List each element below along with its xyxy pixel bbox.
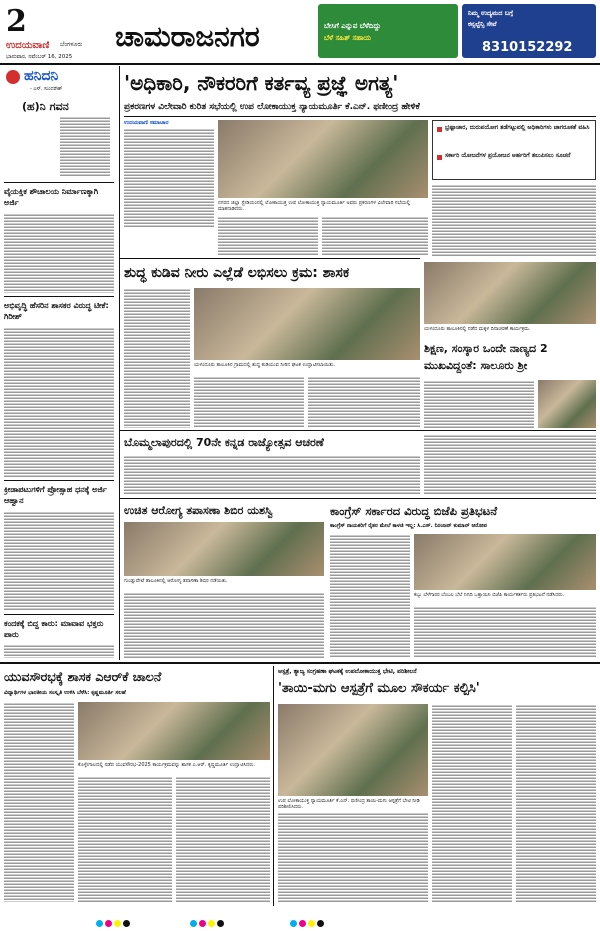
fifth-photo-caption: ಗುಂಡ್ಲುಪೇಟೆ ತಾಲೂಕಿನಲ್ಲಿ ಆರೋಗ್ಯ ತಪಾಸಣಾ ಶಿಬಿರ ನಡೆಯಿತು. bbox=[124, 578, 228, 584]
lead-photo bbox=[218, 120, 428, 198]
city-small: ಬೆಂಗಳೂರು bbox=[60, 41, 83, 48]
poem-body bbox=[60, 116, 110, 176]
yellow-dot-icon bbox=[114, 920, 121, 927]
left-divider-3 bbox=[4, 480, 114, 481]
cyan-dot-icon bbox=[96, 920, 103, 927]
second-photo bbox=[194, 288, 420, 360]
bottom-right-headline: 'ತಾಯಿ-ಮಗು ಆಸ್ಪತ್ರೆಗೆ ಮೂಲ ಸೌಕರ್ಯ ಕಲ್ಪಿಸಿ' bbox=[278, 681, 480, 696]
sixth-headline: ಕಾಂಗ್ರೆಸ್ ಸರ್ಕಾರದ ವಿರುದ್ಧ ಬಿಜೆಪಿ ಪ್ರತಿಭಟನೆ bbox=[330, 504, 498, 518]
third-body-2 bbox=[424, 434, 596, 495]
yellow-dot-icon bbox=[308, 920, 315, 927]
registration-marks-3 bbox=[290, 912, 370, 922]
black-dot-icon bbox=[217, 920, 224, 927]
story4-head: ಕಂದಕಕ್ಕೆ ಬಿದ್ದ ಕಾರು: ಮಾವಾವ ಭಕ್ತರು ಪಾರು bbox=[4, 619, 104, 639]
lead-col-3 bbox=[322, 216, 428, 256]
third-body bbox=[424, 380, 534, 428]
bottom-right-col-2 bbox=[432, 704, 512, 902]
bottom-left-col-3 bbox=[176, 776, 270, 902]
bottom-right-col-1 bbox=[278, 812, 428, 902]
bottom-right-kicker: ಆಸ್ಪತ್ರೆ, ತ್ಯಾಜ್ಯ ಸಂಗ್ರಹಣಾ ಘಟಕಕ್ಕೆ ಉಪಲೋಕಾಯುಕ್ತ ಭೇಟಿ, ಪರಿಶೀಲನೆ bbox=[278, 668, 417, 675]
third-photo bbox=[424, 262, 596, 324]
magenta-dot-icon bbox=[105, 920, 112, 927]
logo-mark-icon bbox=[6, 70, 20, 84]
second-col-2 bbox=[194, 376, 304, 428]
magenta-dot-icon bbox=[299, 920, 306, 927]
sixth-col-1 bbox=[330, 534, 410, 658]
bottom-rule bbox=[0, 662, 600, 664]
second-headline: ಶುದ್ಧ ಕುಡಿವ ನೀರು ಎಲ್ಲೆಡೆ ಲಭಿಸಲು ಕ್ರಮ: ಶಾಸಕ bbox=[124, 265, 350, 281]
story4-body bbox=[4, 644, 114, 658]
bottom-left-headline: ಯುವಸೌರಭಕ್ಕೆ ಶಾಸಕ ಎಆರ್‌ಕೆ ಚಾಲನೆ bbox=[4, 669, 162, 684]
lead-highlight-box bbox=[432, 120, 596, 180]
third-photo-caption: ಯಳಂದೂರು ತಾಲೂಕಿನಲ್ಲಿ ನಡೆದ ಮಕ್ಕಳ ದಿನಾಚರಣೆ ಕಾರ್ಯಕ್ರಮ. bbox=[424, 326, 531, 332]
ad1-line1: ಬೇಸಿಗೆ ಎನ್ನುವ ಬೆಳೆದಿದ್ದು bbox=[324, 22, 381, 30]
fourth-body bbox=[124, 455, 420, 495]
fifth-body bbox=[124, 592, 324, 658]
story2-head: ಅಭಿವೃದ್ಧಿ ಹೆಸರಿನ ಶಾಸಕರ ವಿರುದ್ಧ ಟೀಕೆ: ಗಿರೀಶ್ bbox=[4, 301, 109, 321]
ad1-line2: ಬೆಳೆ ಸಹಿತ್ ಸಹಾಯ bbox=[324, 34, 372, 42]
logo-text: ಹನಿದನಿ bbox=[24, 68, 59, 84]
edition-title: ಚಾಮರಾಜನಗರ bbox=[115, 20, 260, 53]
sixth-subhead: ಕಾಂಗ್ರೆಸ್ ನಾಯಕರಿಗೆ ರೈತರ ಮೇಲೆ ಕಾಳಜಿ ಇಲ್ಲ: ಸಿ.ಎಸ್. ನಿರಂಜನ್ ಕುಮಾರ್ ಆರೋಪ bbox=[330, 523, 487, 529]
bottom-right-photo bbox=[278, 704, 428, 796]
logo-sub: - ಎಸ್. ಸುಂದರೇಶ್ bbox=[30, 86, 63, 92]
third-photo-2 bbox=[538, 380, 596, 428]
second-rule bbox=[120, 258, 420, 259]
ad2-line2: ಕನ್ಸಲ್ಟೆನ್ಸಿ ಸೇವೆ bbox=[468, 20, 497, 28]
fifth-rule bbox=[120, 498, 596, 499]
black-dot-icon bbox=[317, 920, 324, 927]
lead-subhead: ಪ್ರಕರಣಗಳ ವಿಲೇವಾರಿ ಕುರಿತ ಸಭೆಯಲ್ಲಿ ಉಪ ಲೋಕಾಯುಕ್ತ ನ್ಯಾಯಮೂರ್ತಿ ಕೆ.ಎನ್. ಫಣೀಂದ್ರ ಹೇಳಿಕೆ bbox=[124, 102, 420, 112]
lead-col-1 bbox=[124, 128, 214, 228]
registration-marks-2 bbox=[190, 912, 270, 922]
bullet-icon bbox=[437, 127, 442, 132]
sixth-photo-caption: ಕಬ್ಬು ಬೆಳೆಗಾರರ ಬೆಂಬಲ ಬೆಲೆ ನಿಗದಿ ಒತ್ತಾಯಿಸಿ ಬಿಜೆಪಿ ಕಾರ್ಯಕರ್ತರು ಪ್ರತಿಭಟನೆ ನಡೆಸಿದರು. bbox=[414, 592, 565, 598]
story1-head: ವೈಯಕ್ತಿಕ ಶೌಚಾಲಯ ನಿರ್ಮಾಣಕ್ಕಾಗಿ ಅರ್ಜಿ bbox=[4, 187, 99, 207]
date-line: ಭಾನುವಾರ, ನವೆಂಬರ್ 16, 2025 bbox=[6, 54, 73, 60]
bottom-left-col-2 bbox=[78, 776, 172, 902]
cyan-dot-icon bbox=[190, 920, 197, 927]
left-divider-4 bbox=[4, 614, 114, 615]
story3-head: ಕ್ರೀಡಾಪಟುಗಳಿಗೆ ಪ್ರೋತ್ಸಾಹ ಧನಕ್ಕೆ ಅರ್ಜಿ ಆಹ್ವಾನ bbox=[4, 485, 107, 505]
bottom-right-photo-caption: ಉಪ ಲೋಕಾಯುಕ್ತ ನ್ಯಾಯಮೂರ್ತಿ ಕೆ.ಎನ್. ಫಣೀಂದ್ರ ತಾಯಿ-ಮಗು ಆಸ್ಪತ್ರೆಗೆ ಭೇಟಿ ನೀಡಿ ಪರಿಶೀಲಿಸಿದರು. bbox=[278, 798, 420, 810]
magenta-dot-icon bbox=[199, 920, 206, 927]
lead-tag: ಉದಯವಾಣಿ ಸಮಾಚಾರ bbox=[124, 120, 169, 126]
black-dot-icon bbox=[123, 920, 130, 927]
masthead bbox=[0, 0, 600, 62]
bottom-left-subhead: ವಿದ್ಯಾರ್ಥಿಗಳ ಭಾರತೀಯ ಸಂಸ್ಕೃತಿ ಉಳಿಸಿ ಬೆಳೆಸಿ: ಕೃಷ್ಣಮೂರ್ತಿ ಸಲಹೆ bbox=[4, 690, 126, 696]
fifth-photo bbox=[124, 522, 324, 576]
ad-box-2 bbox=[462, 4, 596, 58]
fifth-headline: ಉಚಿತ ಆರೋಗ್ಯ ತಪಾಸಣಾ ಶಿಬಿರ ಯಶಸ್ವಿ bbox=[124, 504, 273, 517]
sixth-col-2 bbox=[414, 606, 596, 658]
page-number: 2 bbox=[6, 4, 27, 39]
lead-photo-caption: ನಗರದ ಜಿಲ್ಲಾ ಸ್ಟೇಡಿಯಂನಲ್ಲಿ ಲೋಕಾಯುಕ್ತ ಉಪ ಲೋಕಾಯುಕ್ತ ನ್ಯಾಯಮೂರ್ತಿ ಅವರು ಪ್ರಕರಣಗಳ ವಿಲೇವಾರಿ ಸಭೆಯಲ್ಲಿ ಮಾತನಾಡಿದರು. bbox=[218, 200, 411, 212]
bottom-right-col-3 bbox=[516, 704, 596, 902]
fourth-headline: ಬೊಮ್ಮಲಾಪುರದಲ್ಲಿ 70ನೇ ಕನ್ನಡ ರಾಜ್ಯೋತ್ಸವ ಆಚರಣೆ bbox=[124, 436, 324, 449]
fourth-rule bbox=[120, 430, 596, 431]
second-col-1 bbox=[124, 288, 190, 428]
second-col-3 bbox=[308, 376, 420, 428]
story3-body bbox=[4, 511, 114, 611]
box-point-1: ಭ್ರಷ್ಟಾಚಾರ, ದುರುಪಯೋಗ ತಡೆಗಟ್ಟುವಲ್ಲಿ ಅಧಿಕಾರಿಗಳು ಜಾಗರೂಕತೆ ವಹಿಸಿ bbox=[445, 124, 590, 131]
lead-col-2 bbox=[218, 216, 318, 256]
bottom-left-col-1 bbox=[4, 702, 74, 902]
cyan-dot-icon bbox=[290, 920, 297, 927]
left-divider-2 bbox=[4, 296, 114, 297]
third-headline: ಶಿಕ್ಷಣ, ಸಂಸ್ಕಾರ ಒಂದೇ ನಾಣ್ಯದ 2 ಮುಖವಿದ್ದಂತೆ: ಸಾಲೂರು ಶ್ರೀ bbox=[424, 342, 548, 372]
bottom-left-photo-caption: ಕೊಳ್ಳೇಗಾಲದಲ್ಲಿ ನಡೆದ ಯುವಸೌರಭ-2025 ಕಾರ್ಯಕ್ರಮವನ್ನು ಶಾಸಕ ಎ.ಆರ್. ಕೃಷ್ಣಮೂರ್ತಿ ಉದ್ಘಾಟಿಸಿದರು. bbox=[78, 762, 256, 768]
masthead-rule bbox=[0, 63, 600, 65]
bottom-left-photo bbox=[78, 702, 270, 760]
yellow-dot-icon bbox=[208, 920, 215, 927]
lead-rule bbox=[124, 116, 596, 117]
left-column-rule bbox=[119, 66, 120, 660]
box-point-2: ಸರ್ಕಾರಿ ಯೋಜನೆಗಳ ಪ್ರಯೋಜನ ಅರ್ಹರಿಗೆ ತಲುಪಿಸಲು ಸೂಚನೆ bbox=[445, 152, 571, 159]
story2-body bbox=[4, 327, 114, 477]
paper-name: ಉದಯವಾಣಿ bbox=[6, 40, 50, 51]
ad2-line1: ನಿಮ್ಮ ಉದ್ಯಮದ ಬಗ್ಗೆ bbox=[468, 9, 514, 17]
second-photo-caption: ಯಳಂದೂರು ತಾಲೂಕಿನ ಗ್ರಾಮದಲ್ಲಿ ಶುದ್ಧ ಕುಡಿಯುವ ನೀರಿನ ಘಟಕ ಉದ್ಘಾಟಿಸಲಾಯಿತು. bbox=[194, 362, 335, 368]
lead-col-4 bbox=[432, 184, 596, 256]
poem-title: (ಹ)ನಿ ಗವನ bbox=[22, 100, 69, 113]
left-column bbox=[0, 66, 118, 660]
lead-headline: 'ಅಧಿಕಾರಿ, ನೌಕರರಿಗೆ ಕರ್ತವ್ಯ ಪ್ರಜ್ಞೆ ಅಗತ್ಯ' bbox=[124, 71, 399, 95]
registration-marks bbox=[96, 912, 176, 922]
story1-body bbox=[4, 213, 114, 293]
bullet-icon bbox=[437, 155, 442, 160]
left-divider-1 bbox=[4, 182, 114, 183]
ad-box-1 bbox=[318, 4, 458, 58]
bottom-divider bbox=[273, 666, 274, 906]
ad-phone: 8310152292 bbox=[482, 40, 573, 55]
sixth-photo bbox=[414, 534, 596, 590]
